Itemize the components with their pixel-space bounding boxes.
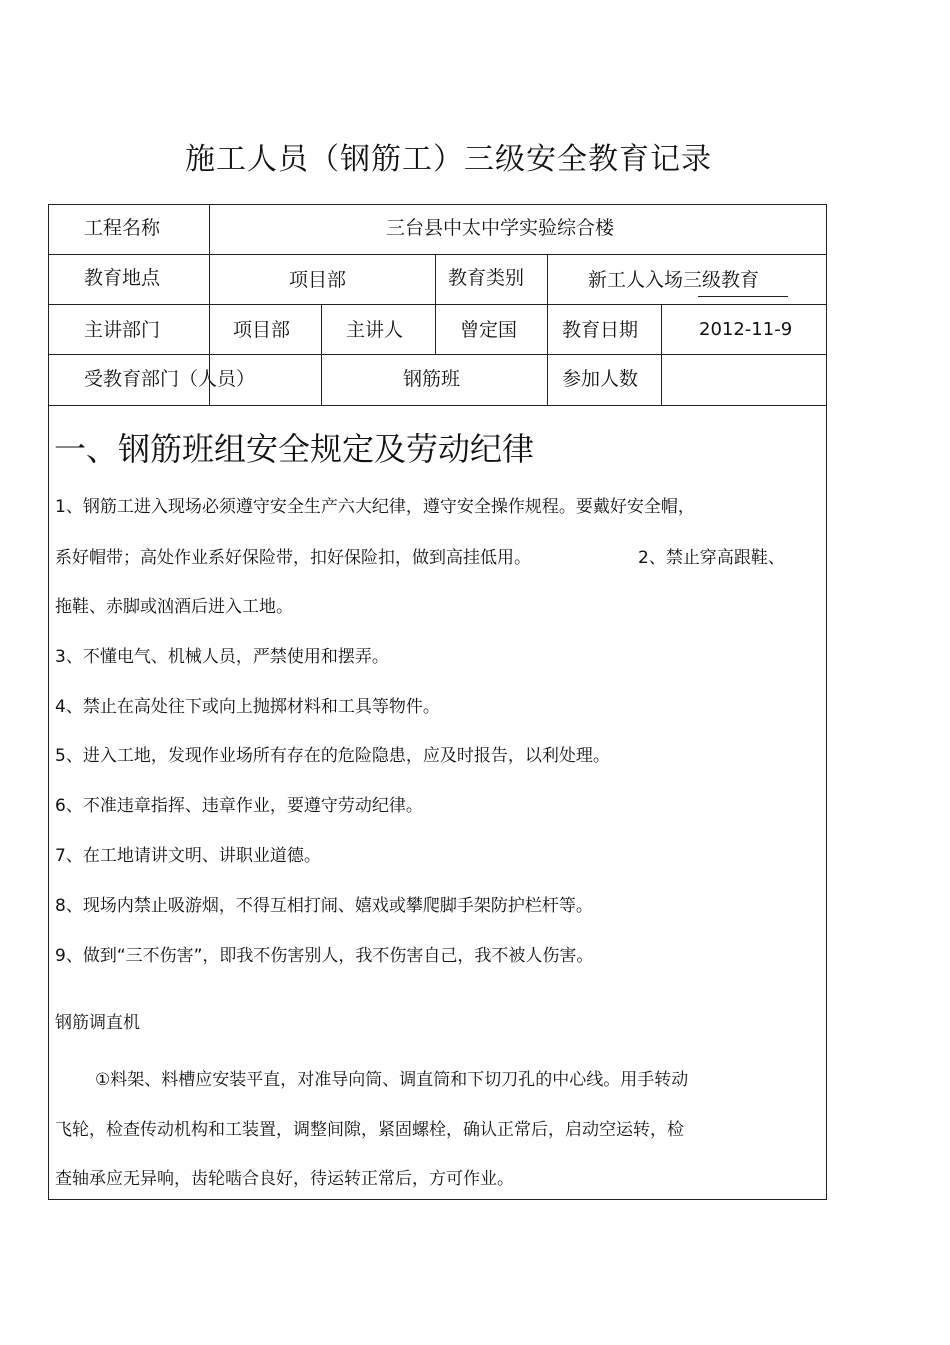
dept-value: 项目部 bbox=[233, 319, 291, 341]
rule-line: 6、不准违章指挥、违章作业，要遵守劳动纪律。 bbox=[55, 796, 423, 816]
rule-line: 8、现场内禁止吸游烟，不得互相打闹、嬉戏或攀爬脚手架防护栏杆等。 bbox=[55, 896, 593, 916]
category-underline bbox=[698, 294, 788, 297]
document-title: 施工人员（钢筋工）三级安全教育记录 bbox=[185, 142, 712, 177]
attendance-label: 参加人数 bbox=[562, 368, 639, 390]
trainee-dept-value: 钢筋班 bbox=[403, 368, 461, 390]
project-name-value: 三台县中太中学实验综合楼 bbox=[386, 217, 615, 239]
machine-line: ①料架、料槽应安装平直，对准导向筒、调直筒和下切刀孔的中心线。用手转动 bbox=[95, 1070, 689, 1090]
project-name-label: 工程名称 bbox=[84, 217, 161, 239]
location-label: 教育地点 bbox=[84, 267, 161, 289]
rule-line: 3、不懂电气、机械人员，严禁使用和摆弄。 bbox=[55, 647, 389, 667]
rule-line: 4、禁止在高处往下或向上抛掷材料和工具等物件。 bbox=[55, 697, 440, 717]
row-divider bbox=[49, 405, 826, 406]
row-divider bbox=[49, 354, 826, 355]
trainee-dept-label: 受教育部门（人员） bbox=[84, 368, 256, 390]
rule-line: 拖鞋、赤脚或汹酒后进入工地。 bbox=[55, 597, 293, 617]
column-divider bbox=[321, 304, 322, 405]
rule-line: 9、做到“三不伤害”，即我不伤害别人，我不伤害自己，我不被人伤害。 bbox=[55, 946, 594, 966]
rule-line: 5、进入工地，发现作业场所有存在的危险隐患，应及时报告，以利处理。 bbox=[55, 746, 610, 766]
machine-line: 查轴承应无异响，齿轮啮合良好，待运转正常后，方可作业。 bbox=[55, 1169, 514, 1189]
column-divider bbox=[661, 304, 662, 405]
row-divider bbox=[49, 254, 826, 255]
section-heading: 一、钢筋班组安全规定及劳动纪律 bbox=[54, 430, 535, 468]
date-value: 2012-11-9 bbox=[699, 319, 793, 340]
category-value: 新工人入场三级教育 bbox=[588, 269, 760, 291]
lecturer-label: 主讲人 bbox=[346, 319, 404, 341]
location-value: 项目部 bbox=[289, 269, 347, 291]
row-divider bbox=[49, 304, 826, 305]
education-record-form bbox=[48, 204, 827, 1200]
column-divider bbox=[435, 254, 436, 304]
category-label: 教育类别 bbox=[448, 267, 525, 289]
dept-label: 主讲部门 bbox=[84, 319, 161, 341]
rule-line: 系好帽带；高处作业系好保险带，扣好保险扣，做到高挂低用。 bbox=[55, 548, 531, 568]
machine-heading: 钢筋调直机 bbox=[55, 1013, 140, 1033]
date-label: 教育日期 bbox=[562, 319, 639, 341]
rule-line: 2、禁止穿高跟鞋、 bbox=[638, 548, 785, 568]
rule-line: 1、钢筋工进入现场必须遵守安全生产六大纪律，遵守安全操作规程。要戴好安全帽， bbox=[55, 497, 695, 517]
rule-line: 7、在工地请讲文明、讲职业道德。 bbox=[55, 846, 321, 866]
column-divider bbox=[547, 254, 548, 405]
column-divider bbox=[435, 304, 436, 354]
lecturer-value: 曾定国 bbox=[460, 319, 518, 341]
machine-line: 飞轮，检查传动机构和工装置，调整间隙，紧固螺栓，确认正常后，启动空运转，检 bbox=[55, 1120, 684, 1140]
